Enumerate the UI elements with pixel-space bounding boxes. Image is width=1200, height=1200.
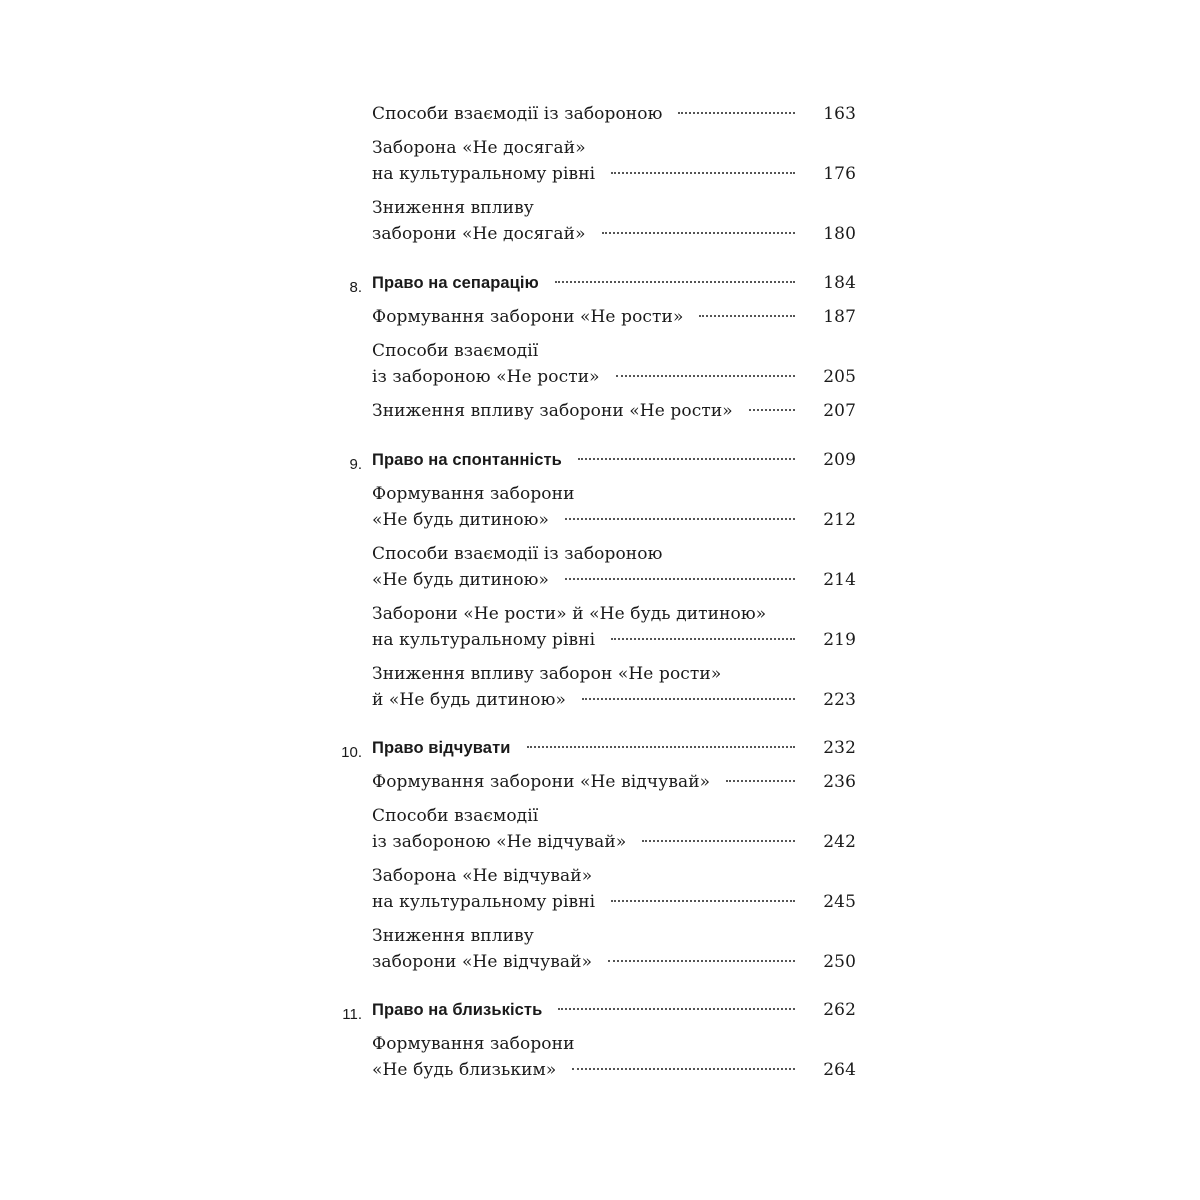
toc-line: [372, 164, 856, 194]
dot-leader: [582, 698, 795, 700]
page-number: 242: [823, 832, 856, 852]
toc-line: [372, 273, 856, 303]
dot-leader: [611, 638, 795, 640]
page-number: 219: [823, 630, 856, 650]
section-title: із забороною «Не відчувай»: [372, 832, 627, 852]
section-title: Формування заборони: [372, 484, 575, 504]
dot-leader: [572, 1068, 795, 1070]
toc-line: [372, 224, 856, 254]
dot-leader: [578, 458, 795, 460]
section-title: Зниження впливу заборон «Не рости»: [372, 664, 722, 684]
section-title: на культуральному рівні: [372, 164, 596, 184]
section-title: Формування заборони «Не відчувай»: [372, 772, 711, 792]
section-title: Способи взаємодії із забороною: [372, 544, 663, 564]
dot-leader: [565, 518, 795, 520]
toc-line: [372, 1000, 856, 1030]
section-title: із забороною «Не рости»: [372, 367, 600, 387]
dot-leader: [602, 232, 796, 234]
toc-line: [372, 570, 856, 600]
page-number: 205: [823, 367, 856, 387]
toc-line: [372, 450, 856, 480]
toc-line: [372, 738, 856, 768]
section-title: Зниження впливу: [372, 926, 534, 946]
page-number: 212: [823, 510, 856, 530]
page-number: 236: [823, 772, 856, 792]
page-number: 232: [823, 738, 856, 758]
toc-line: [372, 510, 856, 540]
section-title: Способи взаємодії із забороною: [372, 104, 663, 124]
toc-line: [372, 367, 856, 397]
chapter-number: 8.: [349, 279, 362, 296]
section-title: «Не будь близьким»: [372, 1060, 557, 1080]
section-title: на культуральному рівні: [372, 892, 596, 912]
section-title: «Не будь дитиною»: [372, 510, 550, 530]
toc-line: [372, 690, 856, 720]
dot-leader: [527, 746, 796, 748]
chapter-title: Право на близькість: [372, 1001, 543, 1019]
chapter-title: Право відчувати: [372, 739, 511, 757]
section-title: на культуральному рівні: [372, 630, 596, 650]
page-number: 223: [823, 690, 856, 710]
dot-leader: [726, 780, 795, 782]
section-title: Заборони «Не рости» й «Не будь дитиною»: [372, 604, 767, 624]
dot-leader: [749, 409, 795, 411]
toc-line: [372, 772, 856, 802]
section-title: заборони «Не досягай»: [372, 224, 586, 244]
toc-line: [372, 307, 856, 337]
section-title: Зниження впливу заборони «Не рости»: [372, 401, 733, 421]
toc-line: [372, 1060, 856, 1090]
chapter-number: 9.: [349, 456, 362, 473]
page-number: 264: [823, 1060, 856, 1080]
chapter-number: 11.: [342, 1006, 362, 1023]
section-title: й «Не будь дитиною»: [372, 690, 566, 710]
page-number: 163: [823, 104, 856, 124]
dot-leader: [699, 315, 795, 317]
dot-leader: [558, 1008, 795, 1010]
page-number: 207: [823, 401, 856, 421]
chapter-title: Право на спонтанність: [372, 451, 562, 469]
page-number: 176: [823, 164, 856, 184]
chapter-number: 10.: [341, 744, 362, 761]
section-title: заборони «Не відчувай»: [372, 952, 593, 972]
dot-leader: [678, 112, 795, 114]
dot-leader: [611, 172, 795, 174]
page-number: 245: [823, 892, 856, 912]
toc-line: [372, 630, 856, 660]
dot-leader: [611, 900, 795, 902]
dot-leader: [555, 281, 795, 283]
chapter-title: Право на сепарацію: [372, 274, 539, 292]
page-number: 184: [823, 273, 856, 293]
section-title: «Не будь дитиною»: [372, 570, 550, 590]
page-number: 262: [823, 1000, 856, 1020]
toc-line: [372, 832, 856, 862]
dot-leader: [642, 840, 795, 842]
page-number: 180: [823, 224, 856, 244]
toc-line: [372, 401, 856, 431]
page-number: 214: [823, 570, 856, 590]
toc-line: [372, 892, 856, 922]
section-title: Заборона «Не досягай»: [372, 138, 586, 158]
section-title: Формування заборони «Не рости»: [372, 307, 684, 327]
section-title: Зниження впливу: [372, 198, 534, 218]
page-number: 250: [823, 952, 856, 972]
section-title: Способи взаємодії: [372, 806, 539, 826]
dot-leader: [616, 375, 796, 377]
dot-leader: [565, 578, 795, 580]
section-title: Заборона «Не відчувай»: [372, 866, 593, 886]
page-number: 209: [823, 450, 856, 470]
section-title: Способи взаємодії: [372, 341, 539, 361]
toc-line: [372, 104, 856, 134]
section-title: Формування заборони: [372, 1034, 575, 1054]
page-number: 187: [823, 307, 856, 327]
toc-line: [372, 952, 856, 982]
dot-leader: [608, 960, 795, 962]
